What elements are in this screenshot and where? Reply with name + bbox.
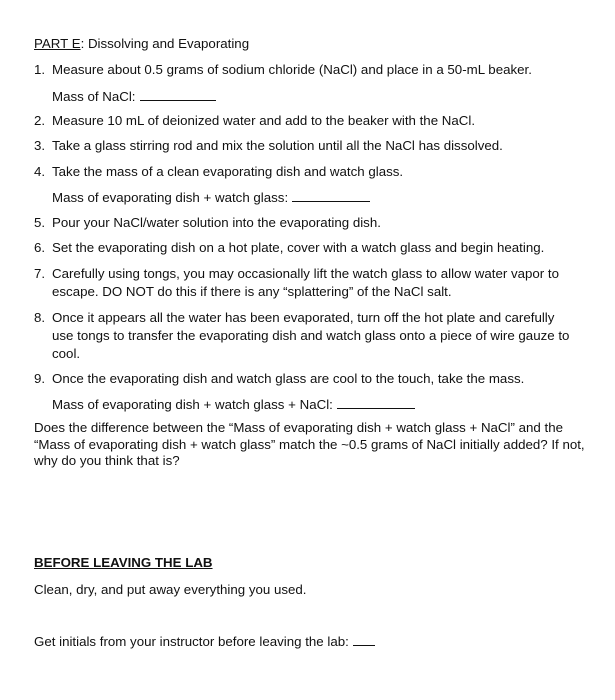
step-number: 2.: [34, 113, 46, 128]
mass-dish-label: Mass of evaporating dish + watch glass:: [52, 190, 289, 205]
mass-dish-nacl-blank[interactable]: [337, 396, 415, 409]
mass-dish-blank[interactable]: [292, 189, 370, 202]
step-number: 5.: [34, 215, 46, 230]
mass-dish-line: [52, 189, 370, 206]
part-e-heading: [34, 36, 249, 52]
reflection-question: Does the difference between the “Mass of evaporating dish + watch glass + NaCl” and the “Mass of evaporating dish + watch glass” match the ~0.5 grams of NaCl initially added? If not, why do you think that is?: [34, 420, 585, 468]
step-number: 4.: [34, 164, 46, 179]
before-leaving-heading: BEFORE LEAVING THE LAB: [34, 555, 213, 570]
step-number: 7.: [34, 266, 46, 281]
initials-label: Get initials from your instructor before leaving the lab:: [34, 634, 349, 649]
mass-nacl-label: Mass of NaCl:: [52, 89, 136, 104]
part-e-label: PART E: [34, 36, 81, 51]
step-number: 8.: [34, 310, 46, 325]
mass-dish-nacl-line: [52, 396, 415, 413]
step-text: Pour your NaCl/water solution into the evaporating dish.: [52, 215, 381, 230]
step-text: Once the evaporating dish and watch glass are cool to the touch, take the mass.: [52, 371, 525, 386]
mass-nacl-blank[interactable]: [140, 88, 216, 101]
part-e-title: : Dissolving and Evaporating: [80, 36, 250, 51]
mass-dish-nacl-label: Mass of evaporating dish + watch glass + NaCl:: [52, 397, 333, 412]
step-number: 1.: [34, 62, 46, 77]
step-text: Measure 10 mL of deionized water and add to the beaker with the NaCl.: [52, 113, 476, 128]
step-text: Take the mass of a clean evaporating dish and watch glass.: [52, 164, 404, 179]
step-number: 9.: [34, 371, 46, 386]
step-number: 3.: [34, 138, 46, 153]
mass-nacl-line: [52, 88, 216, 105]
step-text: Measure about 0.5 grams of sodium chloride (NaCl) and place in a 50-mL beaker.: [52, 62, 532, 77]
step-text: Take a glass stirring rod and mix the solution until all the NaCl has dissolved.: [52, 138, 503, 153]
step-text: Set the evaporating dish on a hot plate, cover with a watch glass and begin heating.: [52, 240, 545, 255]
step-text: Once it appears all the water has been evaporated, turn off the hot plate and carefully use tongs to transfer the evaporating dish and watch glass onto a piece of wire gauze to cool.: [52, 310, 570, 361]
step-text: Carefully using tongs, you may occasionally lift the watch glass to allow water vapor to escape. DO NOT do this if there is any “splattering” of the NaCl salt.: [52, 266, 560, 299]
cleanup-instruction: Clean, dry, and put away everything you used.: [34, 582, 307, 597]
initials-line: [34, 633, 375, 650]
step-number: 6.: [34, 240, 46, 255]
initials-blank[interactable]: [353, 633, 375, 646]
